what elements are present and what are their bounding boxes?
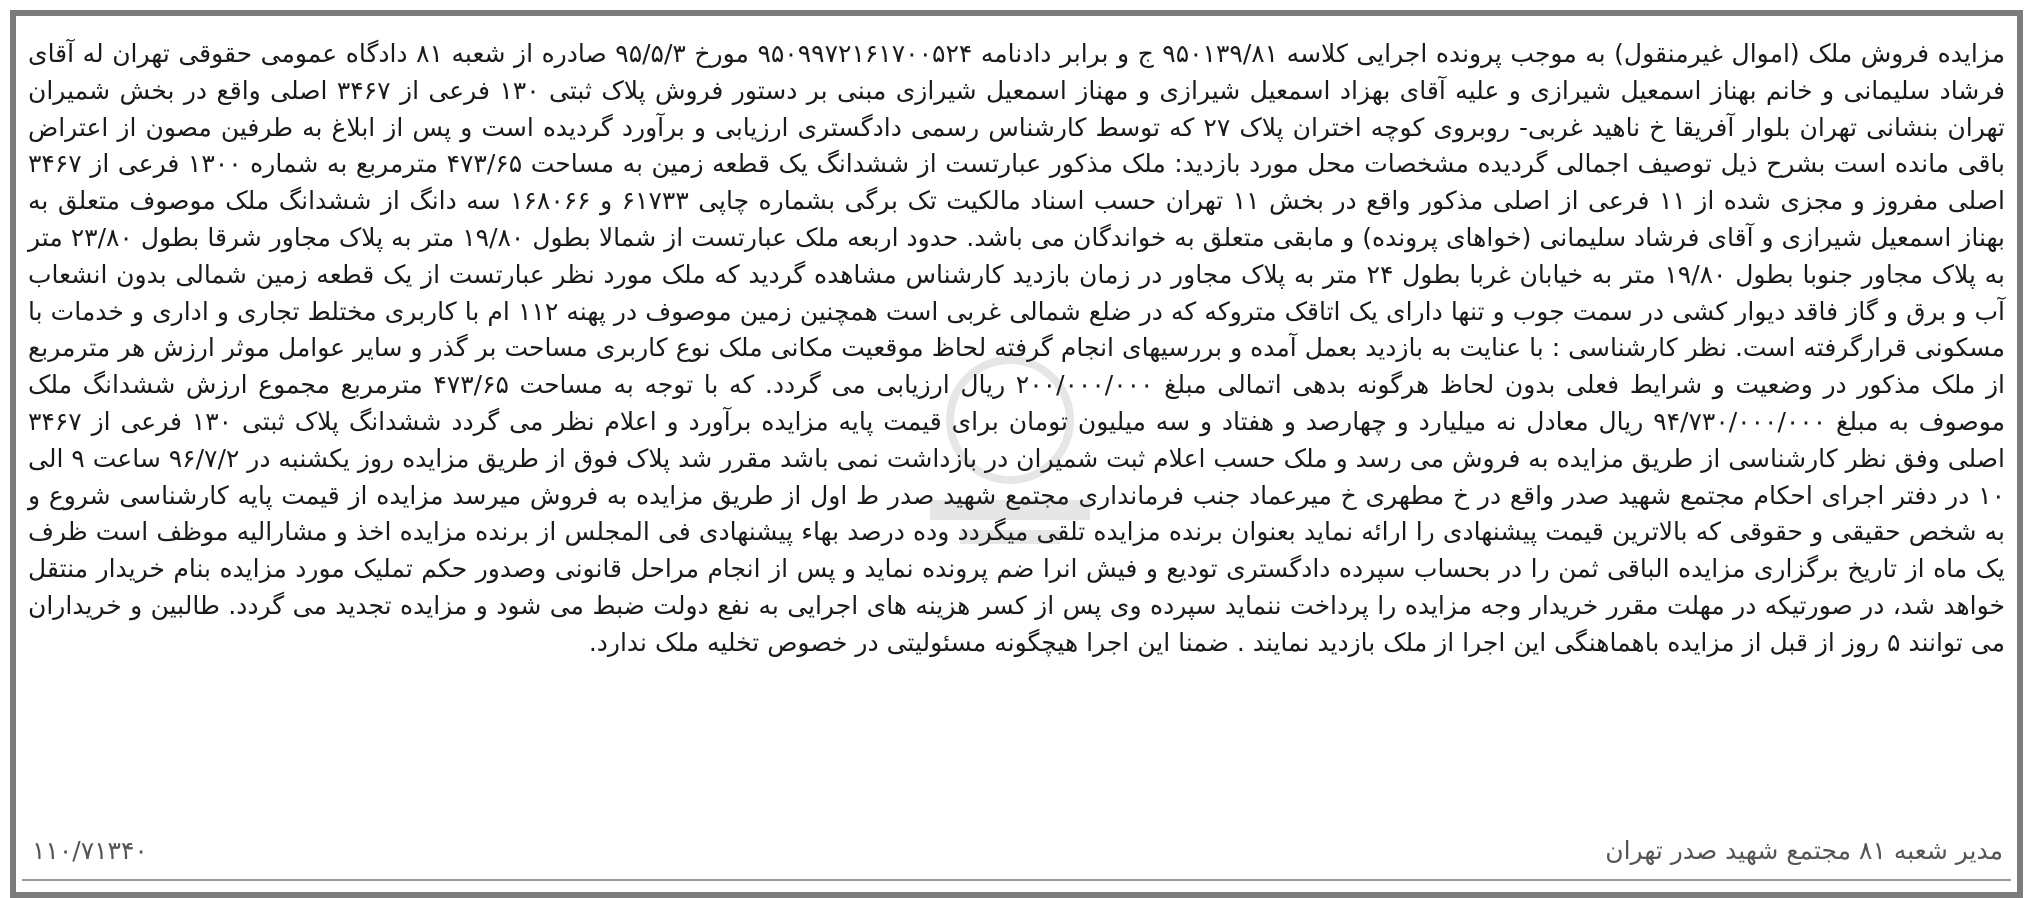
notice-footer xyxy=(32,836,2003,872)
bottom-divider xyxy=(22,879,2011,881)
notice-code: ۱۱۰/۷۱۳۴۰ xyxy=(32,836,148,865)
auction-notice-body: مزایده فروش ملک (اموال غیرمنقول) به موجب پرونده اجرایی کلاسه ۹۵۰۱۳۹/۸۱ ج و برابر دادنامه ۹۵۰۹۹۷۲۱۶۱۷۰۰۵۲۴ مورخ ۹۵/۵/۳ صادره از شعبه ۸۱ دادگاه عمومی حقوقی تهران له آقای فرشاد سلیمانی و خانم بهناز اسمعیل شیرازی و علیه آقای بهزاد اسمعیل شیرازی و مهناز اسمعیل شیرازی مبنی بر دستور فروش پلاک ثبتی ۱۳۰ فرعی از ۳۴۶۷ اصلی واقع در بخش شمیران تهران بنشانی تهران بلوار آفریقا خ ناهید غربی- روبروی کوچه اختران پلاک ۲۷ که توسط کارشناس رسمی دادگستری ارزیابی و برآورد گردیده است و پس از ابلاغ به طرفین مصون از اعتراض باقی مانده است بشرح ذیل توصیف اجمالی گردیده مشخصات محل مورد بازدید: ملک مذکور عبارتست از ششدانگ یک قطعه زمین به مساحت ۴۷۳/۶۵ مترمربع به شماره ۱۳۰۰ فرعی از ۳۴۶۷ اصلی مفروز و مجزی شده از ۱۱ فرعی از اصلی مذکور واقع در بخش ۱۱ تهران حسب اسناد مالکیت تک برگی بشماره چاپی ۶۱۷۳۳ و ۱۶۸۰۶۶ سه دانگ از ششدانگ ملک موصوف متعلق به بهناز اسمعیل شیرازی و آقای فرشاد سلیمانی (خواهای پرونده) و مابقی متعلق به خواندگان می باشد. حدود اربعه ملک عبارتست از شمالا بطول ۱۹/۸۰ متر به پلاک مجاور شرقا بطول ۲۳/۸۰ متر به پلاک مجاور جنوبا بطول ۱۹/۸۰ متر به خیابان غربا بطول ۲۴ متر به پلاک مجاور در زمان بازدید کارشناس مشاهده گردید که ملک مورد نظر عبارتست از یک قطعه زمین شمالی بدون انشعاب آب و برق و گاز فاقد دیوار کشی در سمت جوب و تنها دارای یک اتاقک متروکه که در ضلع شمالی غربی است همچنین زمین موصوف در پهنه ۱۱۲ ام با کاربری مختلط تجاری و اداری و خدمات با مسکونی قرارگرفته است. نظر کارشناسی : با عنایت به بازدید بعمل آمده و بررسیهای انجام گرفته لحاظ موقعیت مکانی ملک نوع کاربری مساحت بر گذر و سایر عوامل موثر ارزش هر مترمربع از ملک مذکور در وضعیت و شرایط فعلی بدون لحاظ هرگونه بدهی اتمالی مبلغ ۲۰۰/۰۰۰/۰۰۰ ریال ارزیابی می گردد. که با توجه به مساحت ۴۷۳/۶۵ مترمربع مجموع ارزش ششدانگ ملک موصوف به مبلغ ۹۴/۷۳۰/۰۰۰/۰۰۰ ریال معادل نه میلیارد و چهارصد و هفتاد و سه میلیون تومان برای قیمت پایه مزایده برآورد و اعلام نظر می گردد ششدانگ پلاک ثبتی ۱۳۰ فرعی از ۳۴۶۷ اصلی وفق نظر کارشناسی از طریق مزایده به فروش می رسد و ملک حسب اعلام ثبت شمیران در بازداشت نمی باشد مقرر شد پلاک فوق از طریق مزایده روز یکشنبه در ۹۶/۷/۲ ساعت ۹ الی ۱۰ در دفتر اجرای احکام مجتمع شهید صدر واقع در خ مطهری خ میرعماد جنب فرمانداری مجتمع شهید صدر ط اول از طریق مزایده به فروش میرسد مزایده از قیمت پایه کارشناسی شروع و به شخص حقیقی و حقوقی که بالاترین قیمت پیشنهادی را ارائه نماید بعنوان برنده مزایده تلقی میگردد وده درصد بهاء پیشنهادی فی المجلس از برنده مزایده اخذ و مشارالیه موظف است ظرف یک ماه از تاریخ برگزاری مزایده الباقی ثمن را در بحساب سپرده دادگستری تودیع و فیش انرا ضم پرونده نماید و پس از انجام مراحل قانونی وصدور حکم تملیک مورد مزایده بنام خریدار منتقل خواهد شد، در صورتیکه در مهلت مقرر خریدار وجه مزایده را پرداخت ننماید سپرده وی پس از کسر هزینه های اجرایی به نفع دولت ضبط می شود و مزایده تجدید می گردد. طالبین و خریداران می توانند ۵ روز از قبل از مزایده باهماهنگی این اجرا از ملک بازدید نمایند . ضمنا این اجرا هیچگونه مسئولیتی در خصوص تخلیه ملک ندارد. xyxy=(28,39,2006,657)
issuer-signature: مدیر شعبه ۸۱ مجتمع شهید صدر تهران xyxy=(1605,836,2003,865)
